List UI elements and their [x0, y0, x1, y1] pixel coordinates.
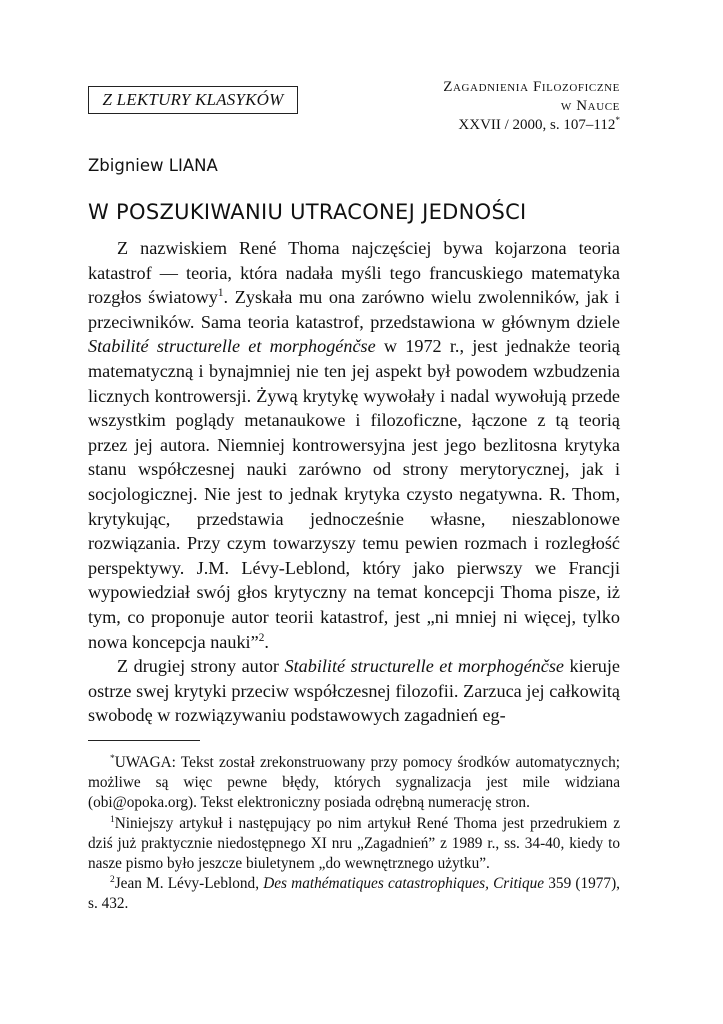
footnote-2-title: Des mathématiques catastrophiques, Critique	[263, 875, 545, 893]
article-title: W POSZUKIWANIU UTRACONEJ JEDNOŚCI	[88, 200, 527, 224]
footnote-ref-1: 1	[217, 287, 224, 300]
paragraph-2	[88, 654, 620, 728]
p1-text-4: .	[264, 631, 269, 652]
p2-work-title: Stabilité structurelle et morphogénčse	[284, 656, 564, 677]
footnote-2	[88, 874, 620, 914]
footnote-2-mark: 2	[110, 875, 115, 886]
section-label-box	[88, 86, 298, 114]
footnote-ref-2: 2	[258, 631, 265, 644]
journal-name-line1: Zagadnienia Filozoficzne	[443, 79, 620, 95]
article-author: Zbigniew LIANA	[88, 156, 218, 175]
footnote-star-mark: *	[110, 753, 115, 764]
p2-text-1: Z drugiej strony autor	[117, 656, 285, 677]
footnote-divider	[88, 740, 200, 741]
footnotes	[88, 753, 620, 915]
footnote-1	[88, 814, 620, 875]
footnote-2-text-2: 359 (1977), s. 432.	[88, 875, 620, 913]
p1-text-1: Z nazwiskiem René Thoma najczęściej bywa kojarzona teoria katastrof — teoria, która nadała myśli tego francuskiego matematyka rozgłos światowy	[88, 238, 620, 308]
footnote-star	[88, 753, 620, 814]
section-label: Z LEKTURY KLASYKÓW	[102, 90, 284, 109]
footnote-1-mark: 1	[110, 814, 115, 825]
p1-text-2: . Zyskała mu ona zarówno wielu zwolenników, jak i przeciwników. Sama teoria katastrof, przedstawiona w głównym dziele	[88, 287, 620, 332]
p1-work-title: Stabilité structurelle et morphogénčse	[88, 336, 376, 357]
issue-info-line	[443, 116, 620, 135]
journal-header	[443, 78, 620, 135]
p2-text-2: kieruje ostrze swej krytyki przeciw współczesnej filozofii. Zarzuca jej całkowitą swobodę w rozwiązywaniu podstawowych zagadnień eg-	[88, 656, 620, 726]
footnote-1-text: Niniejszy artykuł i następujący po nim artykuł René Thoma jest przedrukiem z dziś już praktycznie niedostępnego XI nru „Zagadnień” z 1989 r., ss. 34-40, kiedy to nasze pismo było jeszcze biuletynem „do wewnętrznego użytku”.	[88, 814, 620, 873]
footnote-star-text: UWAGA: Tekst został zrekonstruowany przy pomocy środków automatycznych; możliwe są więc pewne błędy, których sygnalizacja jest mile widziana (obi@opoka.org). Tekst elektroniczny posiada odrębną numerację stron.	[88, 754, 620, 812]
footnote-2-text-1: Jean M. Lévy-Leblond,	[114, 875, 264, 893]
p1-text-3: w 1972 r., jest jednakże teorią matematyczną i bynajmniej nie ten jej aspekt był powodem wzbudzenia licznych kontrowersji. Żywą krytykę wywołały i nadal wywołują przede wszystkim poglądy metanaukowe i filozoficzne, łączone z tą teorią przez jej autora. Niemniej kontrowersyjna jest jego bezlitosna krytyka stanu współczesnej nauki zarówno od strony merytorycznej, jak i socjologicznej. Nie jest to jednak krytyka czysto negatywna. R. Thom, krytykując, przedstawia jednocześnie własne, nieszablonowe rozwiązania. Przy czym towarzyszy temu pewien rozmach i rozległość perspektywy. J.M. Lévy-Leblond, który jako pierwszy we Francji wypowiedział swój głos krytyczny na temat koncepcji Thoma pisze, iż tym, co proponuje autor teorii katastrof, jest „ni mniej ni więcej, tylko nowa koncepcja nauki”	[88, 336, 620, 652]
paragraph-1	[88, 236, 620, 654]
article-body	[88, 236, 620, 728]
issue-info: XXVII / 2000, s. 107–112	[458, 117, 616, 133]
journal-name-line2: w Nauce	[560, 98, 620, 114]
issue-mark: *	[615, 116, 620, 126]
